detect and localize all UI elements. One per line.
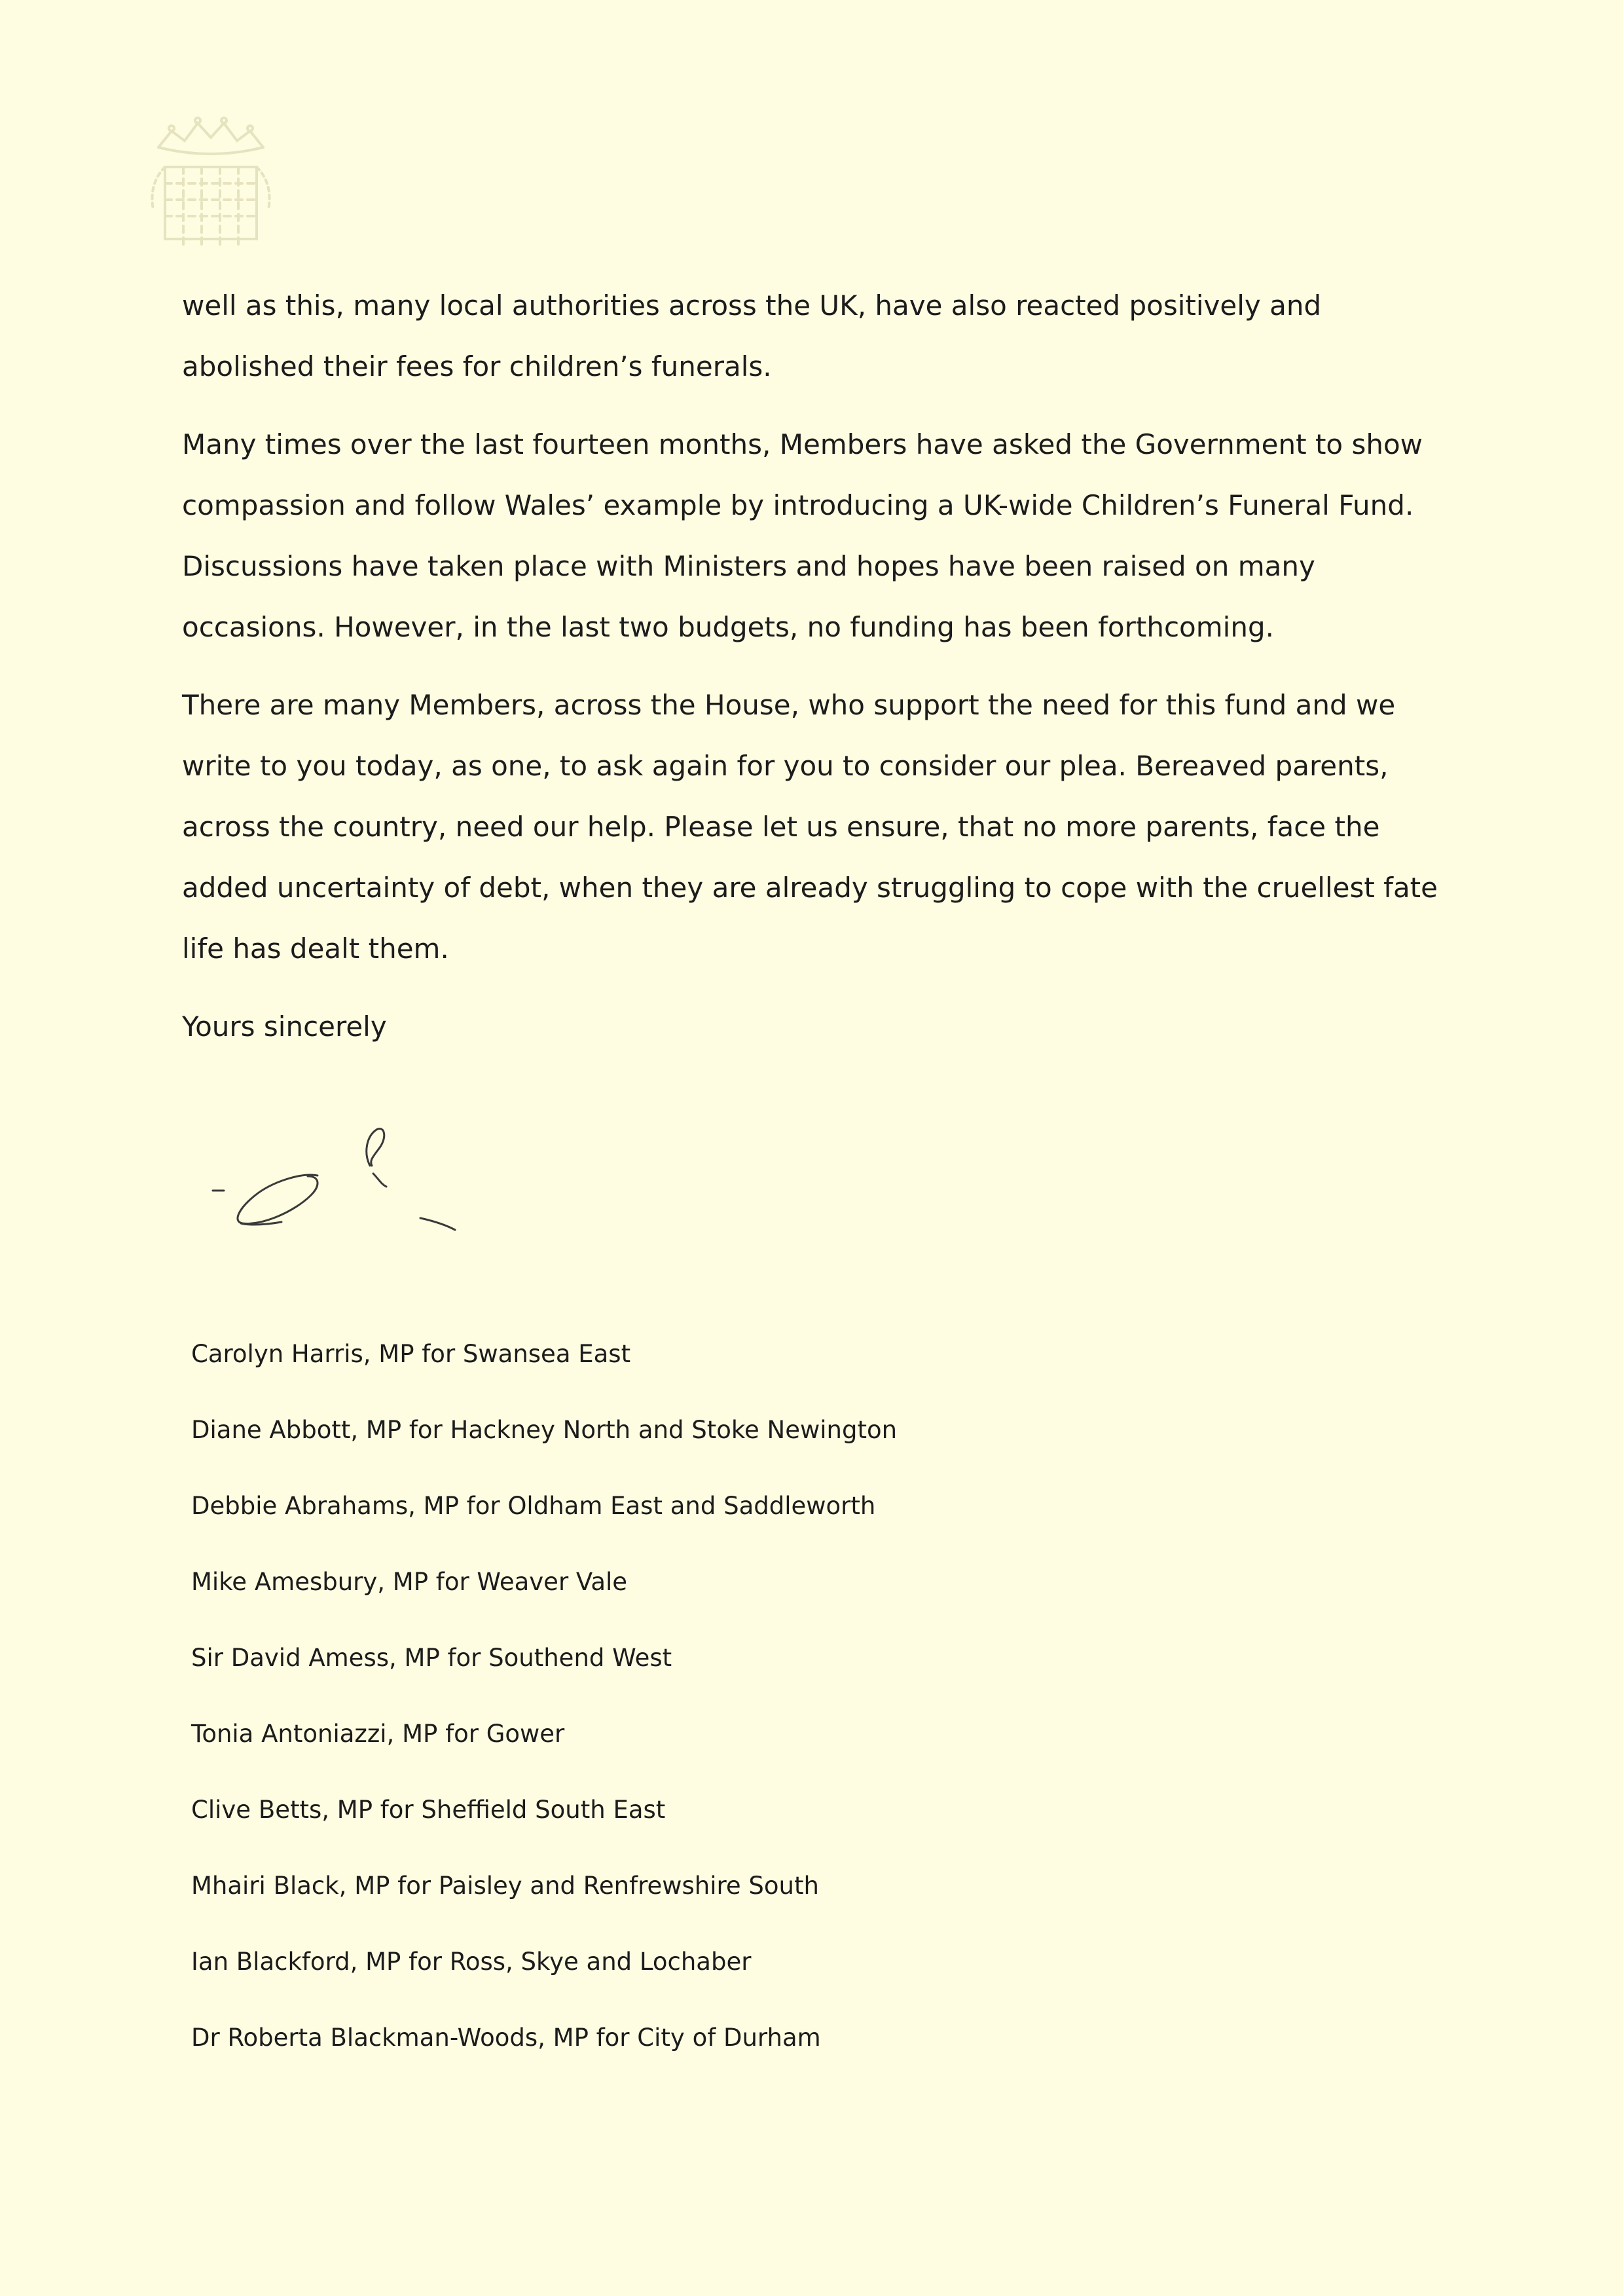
signature-icon (210, 1113, 484, 1257)
letter-body (182, 275, 1439, 1074)
signatory-item: Sir David Amess, MP for Southend West (191, 1644, 672, 1672)
signatory-item: Ian Blackford, MP for Ross, Skye and Lochaber (191, 1948, 752, 1976)
paragraph-funeral-fees: well as this, many local authorities across the UK, have also reacted positively and abolished their fees for children’s funerals. (182, 289, 1322, 382)
signatory-item: Tonia Antoniazzi, MP for Gower (191, 1720, 565, 1748)
signatory-list (191, 1316, 1435, 2076)
portcullis-crest-icon (145, 111, 276, 262)
signatory-item: Mhairi Black, MP for Paisley and Renfrewshire South (191, 1872, 819, 1900)
signatory-item: Clive Betts, MP for Sheffield South East (191, 1796, 666, 1824)
paragraph-plea: There are many Members, across the House, who support the need for this fund and we write to you today, as one, to ask again for you to consider our plea. Bereaved parents, across the country, need our help. Please let us ensure, that no more parents, face the added uncertainty of debt, when they are already struggling to cope with the cruellest fate life has dealt them. (182, 689, 1438, 965)
signatory-item: Carolyn Harris, MP for Swansea East (191, 1340, 631, 1368)
signatory-item: Diane Abbott, MP for Hackney North and Stoke Newington (191, 1416, 898, 1444)
paragraph-government-requests: Many times over the last fourteen months, Members have asked the Government to show compassion and follow Wales’ example by introducing a UK-wide Children’s Funeral Fund. Discussions have taken place with Ministers and hopes have been raised on many occasions. However, in the last two budgets, no funding has been forthcoming. (182, 428, 1423, 643)
signatory-item: Dr Roberta Blackman-Woods, MP for City of Durham (191, 2024, 821, 2052)
closing-salutation: Yours sincerely (182, 1010, 387, 1043)
signatory-item: Mike Amesbury, MP for Weaver Vale (191, 1568, 628, 1596)
signatory-item: Debbie Abrahams, MP for Oldham East and Saddleworth (191, 1492, 876, 1520)
